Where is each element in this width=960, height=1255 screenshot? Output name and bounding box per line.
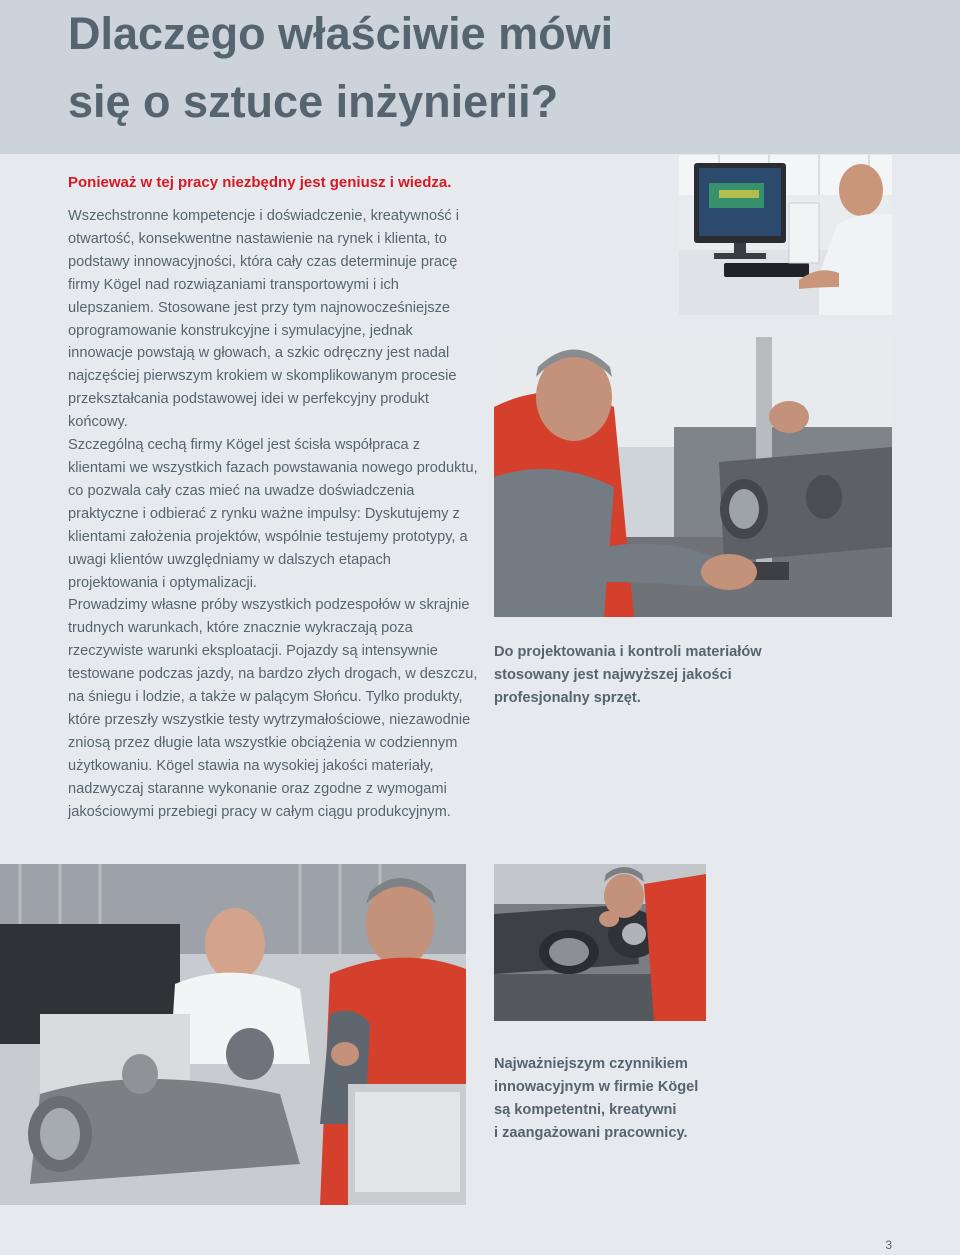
caption-employees-line-2: innowacyjnym w firmie Kögel <box>494 1079 699 1095</box>
photo-cad-workstation <box>679 155 892 315</box>
page-title-line-2: się o sztuce inżynierii? <box>68 76 559 127</box>
paragraph-3: Prowadzimy własne próby wszystkich podzespołów w skrajnie trudnych warunkach, które znacznie wykraczają poza rzeczywiste warunki eksploatacji. Pojazdy są intensywnie testowane podczas jazdy, na bardzo złych drogach, w deszczu, na śniegu i lodzie, a także w palącym Słońcu. Tylko produkty, które przeszły wszystkie testy wytrzymałościowe, niezawodnie zniosą przez długie lata wszystkie obciążenia w codziennym użytkowaniu. Kögel stawia na wysokiej jakości materiały, nadzwyczaj staranne wykonanie oraz zgodne z wymogami jakościowymi przebiegi pracy w całym ciągu produkcyjnym. <box>68 597 478 820</box>
photo-measurement <box>494 337 892 617</box>
page-title <box>68 0 613 136</box>
photo-component-work <box>494 864 706 1021</box>
paragraph-1: Wszechstronne kompetencje i doświadczenie, kreatywność i otwartość, konsekwentne nastawienie na rynek i klienta, to podstawy innowacyjności, która cały czas determinuje pracę firmy Kögel nad rozwiązaniami transportowymi i ich ulepszaniem. Stosowane jest przy tym najnowocześniejsze oprogramowanie konstrukcyjne i symulacyjne, jednak innowacje powstają w głowach, a szkic odręczny jest nadal najczęściej pierwszym krokiem w skomplikowanym procesie przekształcania podstawowej idei w perfekcyjny produkt końcowy. <box>68 208 459 431</box>
caption-equipment <box>494 641 784 710</box>
body-text <box>68 205 478 823</box>
caption-employees-line-1: Najważniejszym czynnikiem <box>494 1056 688 1072</box>
page-title-line-1: Dlaczego właściwie mówi <box>68 8 614 59</box>
paragraph-2: Szczególną cechą firmy Kögel jest ścisła współpraca z klientami we wszystkich fazach powstawania nowego produktu, co pozwala cały czas mieć na uwadze doświadczenia praktyczne i odbierać z rynku ważne impulsy: Dyskutujemy z klientami założenia projektów, wspólnie testujemy prototypy, a uwagi klientów uwzględniamy w dalszych etapach projektowania i optymalizacji. <box>68 437 478 591</box>
page-number: 3 <box>885 1238 892 1252</box>
caption-employees-line-3: są kompetentni, kreatywni <box>494 1102 677 1118</box>
caption-equipment-line-1: Do projektowania i kontroli materiałów <box>494 644 762 660</box>
caption-equipment-line-3: profesjonalny sprzęt. <box>494 690 641 706</box>
caption-equipment-line-2: stosowany jest najwyższej jakości <box>494 667 732 683</box>
photo-engineers-team <box>0 864 466 1205</box>
caption-employees-line-4: i zaangażowani pracownicy. <box>494 1125 688 1141</box>
lead-sentence: Ponieważ w tej pracy niezbędny jest geniusz i wiedza. <box>68 174 452 191</box>
caption-employees <box>494 1053 784 1145</box>
